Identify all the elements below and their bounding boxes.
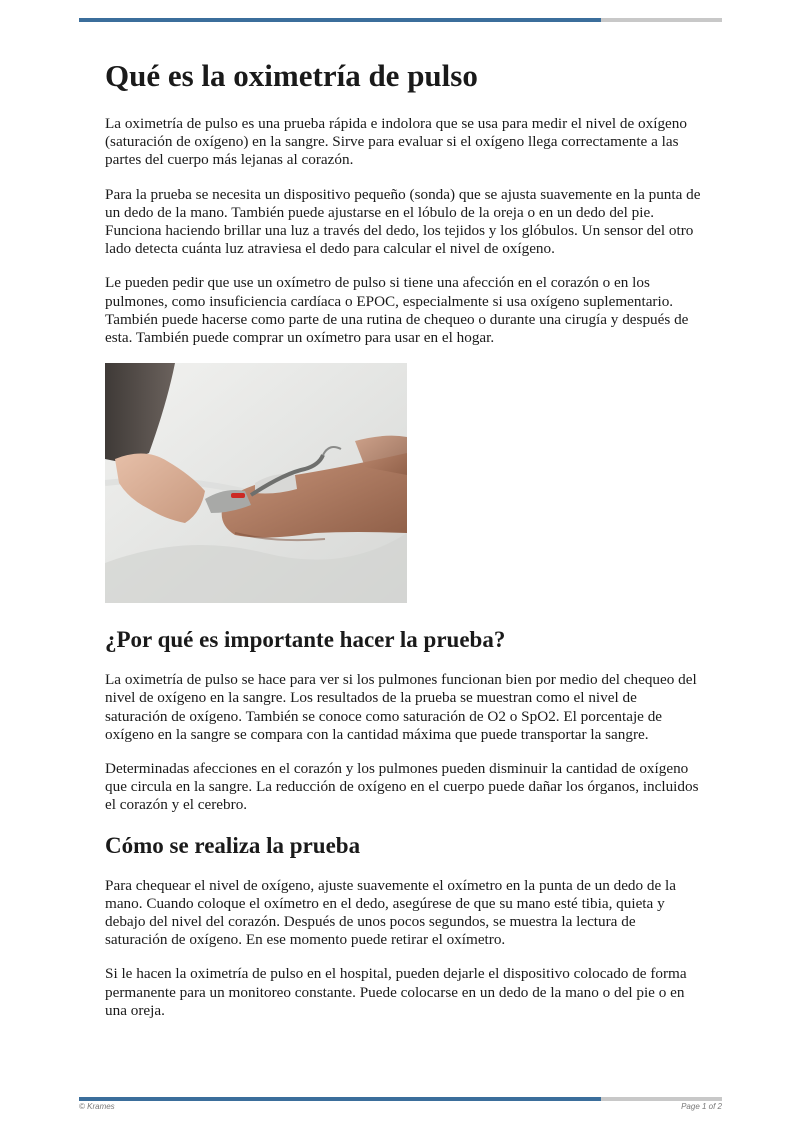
procedure-paragraph-2: Si le hacen la oximetría de pulso en el hospital, pueden dejarle el dispositivo colocado de forma permanente para un monitoreo constante. Puede colocarse en un dedo de la mano o del pie o en una oreja. xyxy=(105,965,687,1019)
importance-paragraph-1: La oximetría de pulso se hace para ver si los pulmones funcionan bien por medio del chequeo del nivel de oxígeno en la sangre. Los resultados de la prueba se muestran como el nivel de saturación de oxígeno. También se conoce como saturación de O2 o SpO2. El porcentaje de oxígeno en la sangre se compara con la cantidad máxima que puede transportar la sangre. xyxy=(105,671,697,743)
intro-paragraph-2: Para la prueba se necesita un dispositivo pequeño (sonda) que se ajusta suavemente en la punta de un dedo de la mano. También puede ajustarse en el lóbulo de la oreja o en un dedo del pie. Funciona haciendo brillar una luz a través del dedo, los tejidos y los glóbulos. Un sensor del otro lado detecta cuánta luz atraviesa el dedo para calcular el nivel de oxígeno. xyxy=(105,185,701,258)
copyright-text: © Krames xyxy=(79,1102,115,1111)
footer-rule-accent xyxy=(79,1097,601,1101)
page-number: Page 1 of 2 xyxy=(681,1102,722,1111)
pulse-oximeter-photo xyxy=(105,363,407,603)
importance-paragraph-2: Determinadas afecciones en el corazón y los pulmones pueden disminuir la cantidad de oxígeno que circula en la sangre. La reducción de oxígeno en el cuerpo puede dañar los órganos, incluidos el corazón y el cerebro. xyxy=(105,760,699,814)
header-rule xyxy=(79,18,722,22)
intro-paragraph-3: Le pueden pedir que use un oxímetro de pulso si tiene una afección en el corazón o en los pulmones, como insuficiencia cardíaca o EPOC, especialmente si usa oxígeno suplementario. También puede hacerse como parte de una rutina de chequeo o durante una cirugía y después de esta. También puede comprar un oxímetro para usar en el hogar. xyxy=(105,274,689,347)
article xyxy=(105,56,701,1036)
header-rule-accent xyxy=(79,18,601,22)
intro-paragraph-1: La oximetría de pulso es una prueba rápida e indolora que se usa para medir el nivel de oxígeno (saturación de oxígeno) en la sangre. Sirve para evaluar si el oxígeno llega correctamente a las partes del cuerpo más lejanas al corazón. xyxy=(105,115,687,169)
footer-rule xyxy=(79,1097,722,1101)
page-title: Qué es la oximetría de pulso xyxy=(105,58,478,93)
page-footer xyxy=(79,1102,722,1114)
section-heading-procedure: Cómo se realiza la prueba xyxy=(105,832,361,858)
procedure-paragraph-1: Para chequear el nivel de oxígeno, ajuste suavemente el oxímetro en la punta de un dedo de la mano. Cuando coloque el oxímetro en el dedo, asegúrese de que su mano esté tibia, quieta y debajo del nivel del corazón. Después de unos pocos segundos, se muestra la lectura de saturación de oxígeno. En ese momento puede retirar el oxímetro. xyxy=(105,876,677,949)
section-heading-importance: ¿Por qué es importante hacer la prueba? xyxy=(105,627,506,653)
